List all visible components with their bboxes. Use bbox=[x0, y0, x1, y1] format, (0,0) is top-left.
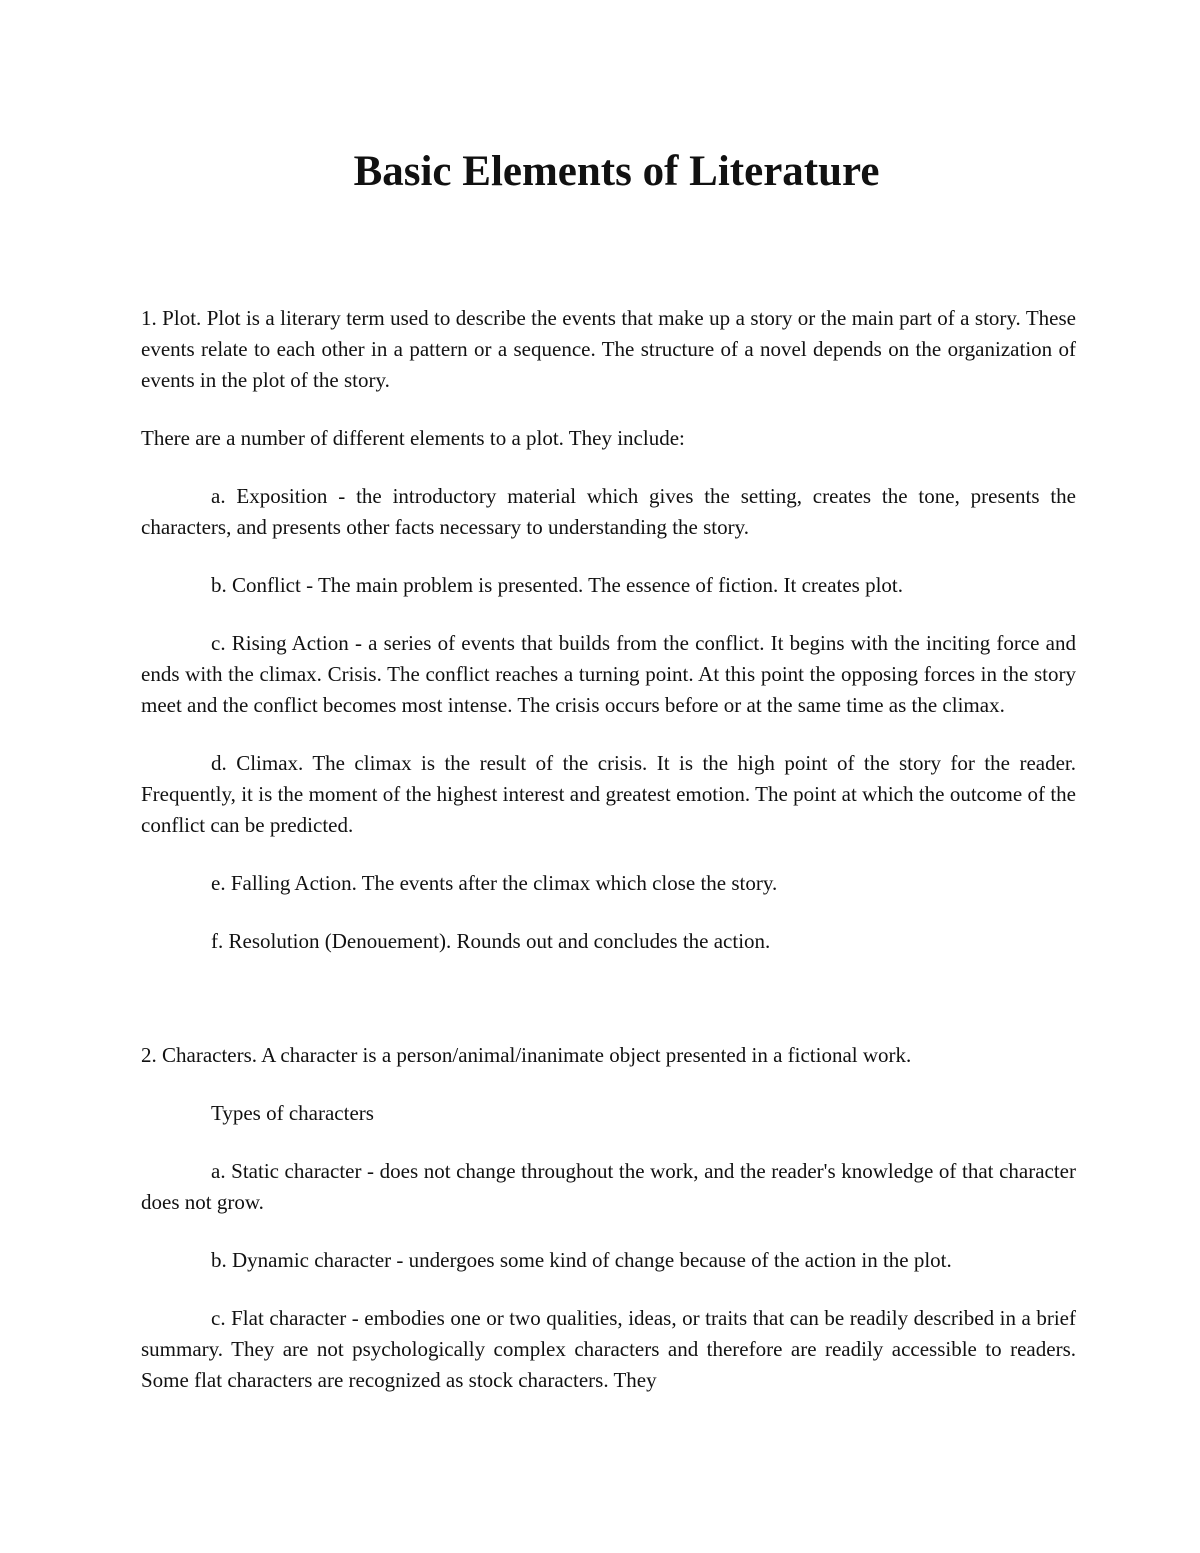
characters-intro-paragraph: 2. Characters. A character is a person/animal/inanimate object presented in a fictional work. bbox=[141, 1043, 912, 1067]
plot-item-falling-action: e. Falling Action. The events after the climax which close the story. bbox=[211, 871, 778, 895]
character-item-static: a. Static character - does not change throughout the work, and the reader's knowledge of that character does not grow. bbox=[141, 1159, 1076, 1214]
characters-types-heading: Types of characters bbox=[211, 1101, 374, 1125]
character-item-flat: c. Flat character - embodies one or two qualities, ideas, or traits that can be readily described in a brief summary. They are not psychologically complex characters and therefore are readily accessible to readers. Some flat characters are recognized as stock characters. They bbox=[141, 1306, 1076, 1392]
plot-intro-paragraph: 1. Plot. Plot is a literary term used to describe the events that make up a story or the main part of a story. These events relate to each other in a pattern or a sequence. The structure of a novel depends on the organization of events in the plot of the story. bbox=[141, 306, 1076, 392]
document-title: Basic Elements of Literature bbox=[353, 148, 880, 195]
plot-item-rising-action: c. Rising Action - a series of events that builds from the conflict. It begins with the inciting force and ends with the climax. Crisis. The conflict reaches a turning point. At this point the opposing forces in the story meet and the conflict becomes most intense. The crisis occurs before or at the same time as the climax. bbox=[141, 631, 1076, 717]
character-item-dynamic: b. Dynamic character - undergoes some kind of change because of the action in the plot. bbox=[211, 1248, 952, 1272]
plot-item-exposition: a. Exposition - the introductory material which gives the setting, creates the tone, presents the characters, and presents other facts necessary to understanding the story. bbox=[141, 484, 1076, 539]
plot-item-climax: d. Climax. The climax is the result of the crisis. It is the high point of the story for the reader. Frequently, it is the moment of the highest interest and greatest emotion. The point at which the outcome of the conflict can be predicted. bbox=[141, 751, 1076, 837]
plot-item-conflict: b. Conflict - The main problem is presented. The essence of fiction. It creates plot. bbox=[211, 573, 904, 597]
plot-item-resolution: f. Resolution (Denouement). Rounds out and concludes the action. bbox=[211, 929, 771, 953]
plot-elements-lead: There are a number of different elements to a plot. They include: bbox=[141, 426, 685, 450]
